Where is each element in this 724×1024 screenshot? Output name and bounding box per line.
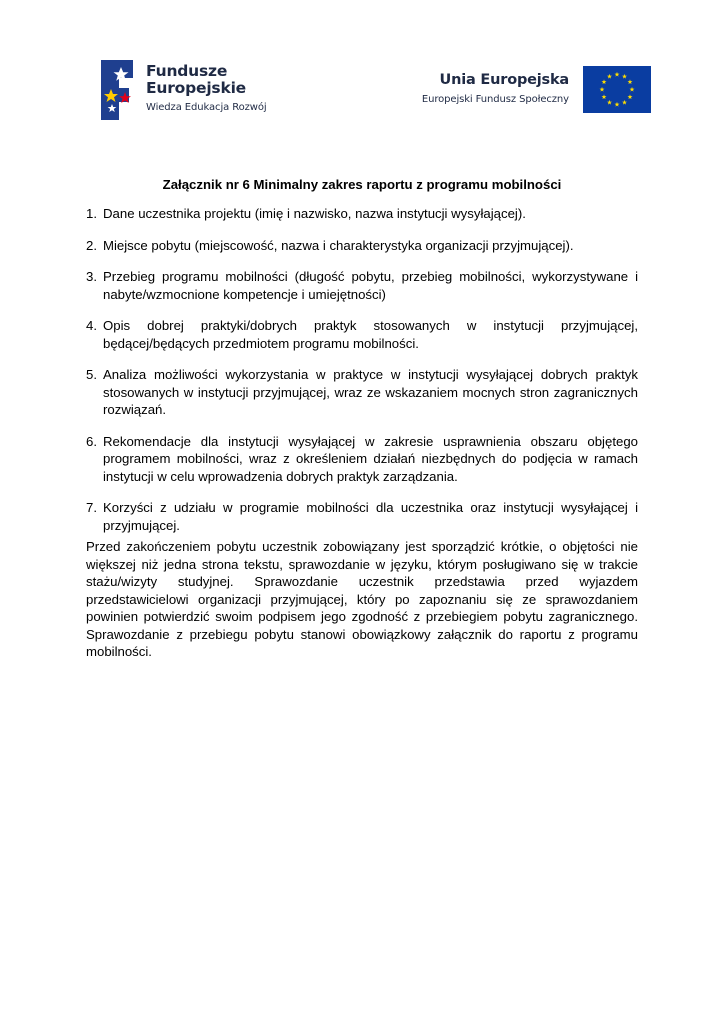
document-title: Załącznik nr 6 Minimalny zakres raportu z programu mobilności xyxy=(162,177,562,192)
list-item-text: Analiza możliwości wykorzystania w praktyce w instytucji wysyłającej dobrych praktyk stosowanych w instytucji przyjmującej, wraz ze wskazaniem mocnych stron zagranicznych rozwiązań. xyxy=(103,367,638,417)
eu-logo-line1: Unia Europejska xyxy=(439,72,569,88)
list-item-number: 7. xyxy=(86,500,97,515)
fe-star-emblem-icon xyxy=(99,58,141,122)
list-item-text: Opis dobrej praktyki/dobrych praktyk stosowanych w instytucji przyjmującej, będącej/będących przedmiotem programu mobilności. xyxy=(103,318,638,351)
list-item xyxy=(86,433,638,486)
list-item-text: Miejsce pobytu (miejscowość, nazwa i charakterystyka organizacji przyjmującej). xyxy=(103,237,574,253)
unia-europejska-logo xyxy=(423,66,651,114)
list-item-number: 3. xyxy=(86,269,97,284)
list-item xyxy=(86,317,638,352)
report-requirements-list xyxy=(86,205,638,548)
list-item-number: 6. xyxy=(86,433,97,449)
list-item xyxy=(86,366,638,419)
list-item-number: 2. xyxy=(86,237,97,253)
list-item-number: 1. xyxy=(86,206,97,221)
list-item xyxy=(86,268,638,303)
closing-paragraph: Przed zakończeniem pobytu uczestnik zobowiązany jest sporządzić krótkie, o objętości nie większej niż jedna strona tekstu, sprawozdanie w języku, którym posługiwano się w trakcie stażu/wizyty studyjnej. Sprawozdanie uczestnik przedstawia przed wyjazdem przedstawicielowi organizacji przyjmującej, który po zapoznaniu się ze sprawozdaniem powinien potwierdzić swoim podpisem jego zgodność z przebiegiem pobytu zagranicznego. Sprawozdanie z przebiegu pobytu stanowi obowiązkowy załącznik do raportu z programu mobilności. xyxy=(86,539,638,659)
list-item xyxy=(86,237,638,255)
fe-logo-line1: Fundusze xyxy=(146,62,228,80)
list-item-number: 4. xyxy=(86,318,97,333)
eu-logo-line2: Europejski Fundusz Społeczny xyxy=(421,94,569,105)
list-item-text: Przebieg programu mobilności (długość pobytu, przebieg mobilności, wykorzystywane i nabyte/wzmocnione kompetencje i umiejętności) xyxy=(103,269,638,302)
list-item-text: Rekomendacje dla instytucji wysyłającej w zakresie usprawnienia obszaru objętego programem mobilności, wraz z określeniem działań niezbędnych do podjęcia w ramach instytucji w celu wprowadzenia dobrych praktyk zarządzania. xyxy=(103,433,638,484)
list-item-text: Korzyści z udziału w programie mobilności dla uczestnika oraz instytucji wysyłającej i przyjmującej. xyxy=(103,500,638,533)
fundusze-europejskie-logo xyxy=(99,58,279,122)
list-item xyxy=(86,499,638,534)
fe-logo-line2: Europejskie xyxy=(146,79,246,97)
list-item-number: 5. xyxy=(86,367,97,382)
list-item-text: Dane uczestnika projektu (imię i nazwisko, nazwa instytucji wysyłającej). xyxy=(103,206,526,221)
list-item xyxy=(86,205,638,223)
eu-flag-icon xyxy=(583,66,651,113)
fe-logo-tagline: Wiedza Edukacja Rozwój xyxy=(146,102,267,113)
